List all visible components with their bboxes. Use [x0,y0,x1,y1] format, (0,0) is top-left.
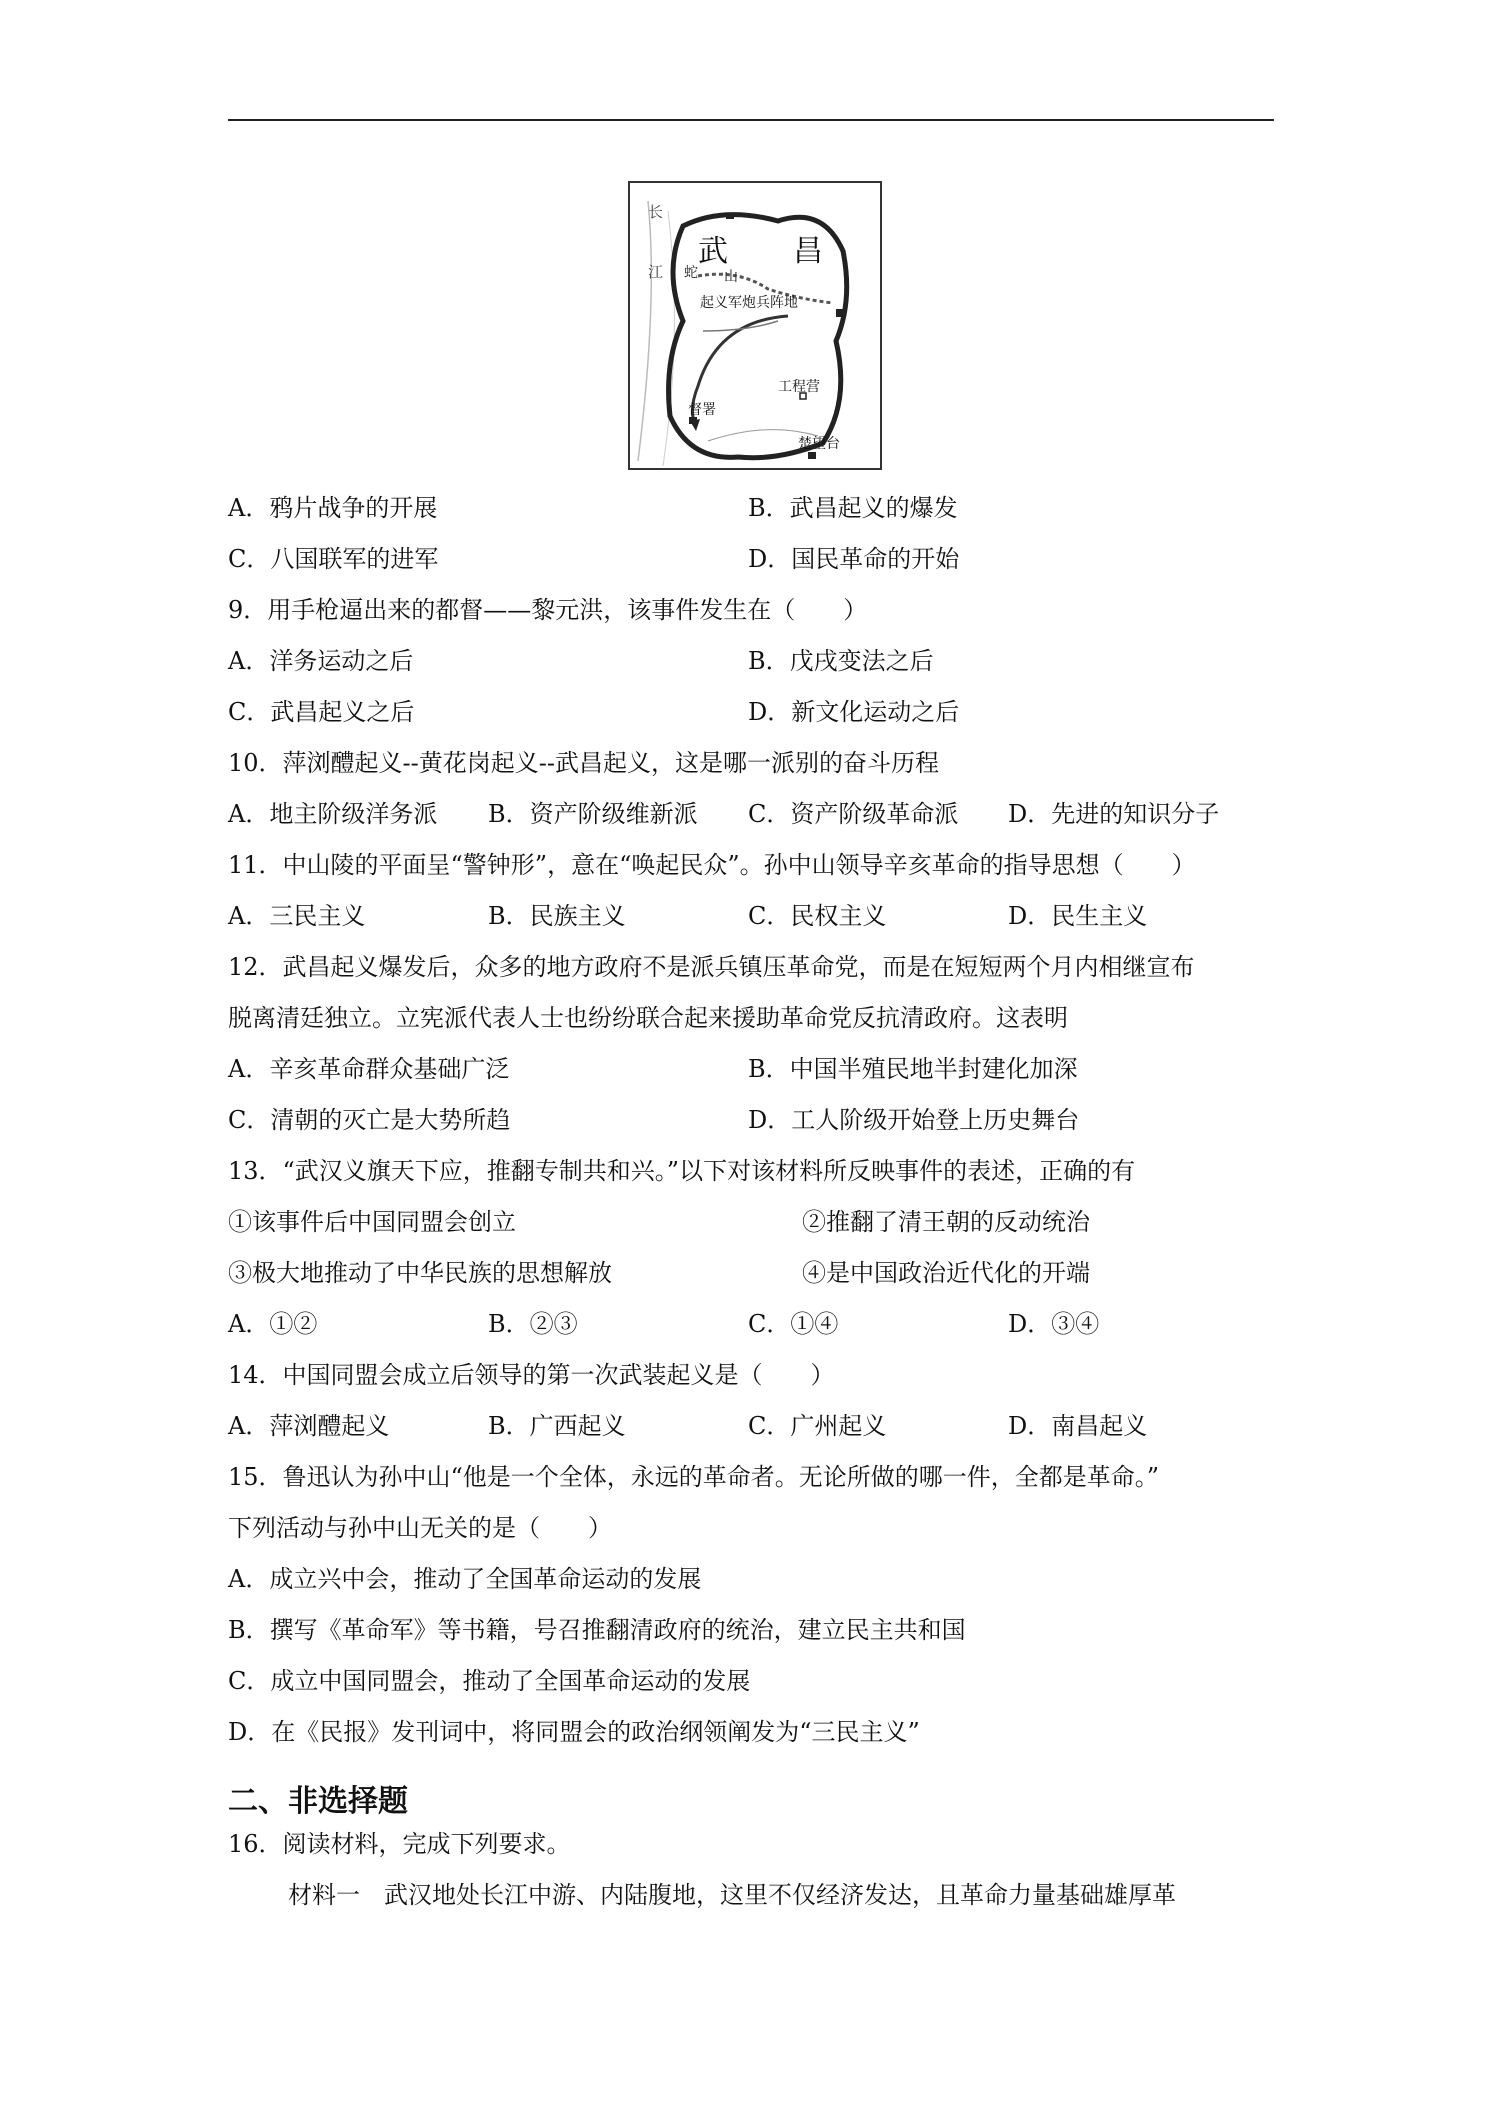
q9-option-a: A．洋务运动之后 [228,647,414,675]
q9-stem: 9．用手枪逼出来的都督——黎元洪，该事件发生在（ ） [228,596,868,624]
q12-option-c: C．清朝的灭亡是大势所趋 [228,1106,511,1134]
q11-stem: 11．中山陵的平面呈“警钟形”，意在“唤起民众”。孙中山领导辛亥革命的指导思想（ ） [228,851,1196,879]
q10-option-a: A．地主阶级洋务派 [228,800,438,828]
q14-stem: 14．中国同盟会成立后领导的第一次武装起义是（ ） [228,1361,835,1389]
q15-option-b: B．撰写《革命军》等书籍，号召推翻清政府的统治，建立民主共和国 [228,1616,966,1644]
q9-option-b: B．戊戌变法之后 [748,647,934,675]
header-rule [228,119,1274,121]
q15-stem-line-1: 15．鲁迅认为孙中山“他是一个全体，永远的革命者。无论所做的哪一件，全都是革命。” [228,1463,1160,1491]
q13-option-c: C．①④ [748,1310,839,1338]
map-city-char: 武 [698,234,728,269]
q9-option-d: D．新文化运动之后 [748,698,960,726]
q9-option-c: C．武昌起义之后 [228,698,415,726]
q8-option-a: A．鸦片战争的开展 [228,494,438,522]
q13-option-b: B．②③ [488,1310,578,1338]
map-mountain-char: 蛇 [684,265,698,281]
q16-material-1: 材料一 武汉地处长江中游、内陆腹地，这里不仅经济发达，且革命力量基础雄厚革 [288,1881,1176,1909]
map-city-char: 昌 [793,234,823,269]
map-marker-icon [836,309,844,317]
q11-option-a: A．三民主义 [228,902,366,930]
q13-option-d: D．③④ [1008,1310,1100,1338]
map-label-artillery: 起义军炮兵阵地 [700,295,798,311]
q10-option-c: C．资产阶级革命派 [748,800,959,828]
q14-option-a: A．萍浏醴起义 [228,1412,390,1440]
q13-stem: 13．“武汉义旗天下应，推翻专制共和兴。”以下对该材料所反映事件的表述，正确的有 [228,1157,1136,1185]
q14-option-b: B．广西起义 [488,1412,626,1440]
q15-stem-line-2: 下列活动与孙中山无关的是（ ） [228,1514,612,1542]
section-title: 二、非选择题 [228,1784,408,1819]
map-marker-icon [808,452,816,459]
map-label-engineer: 工程营 [778,379,820,395]
map-river-char: 江 [648,263,664,281]
map-label-govt: 督署 [688,402,716,418]
q14-option-c: C．广州起义 [748,1412,887,1440]
q16-stem: 16．阅读材料，完成下列要求。 [228,1830,571,1858]
q14-option-d: D．南昌起义 [1008,1412,1148,1440]
q12-option-b: B．中国半殖民地半封建化加深 [748,1055,1078,1083]
q8-option-d: D．国民革命的开始 [748,545,960,573]
q8-option-c: C．八国联军的进军 [228,545,439,573]
q10-option-b: B．资产阶级维新派 [488,800,698,828]
map-mountain-char: 山 [724,269,738,285]
q12-stem-line-1: 12．武昌起义爆发后，众多的地方政府不是派兵镇压革命党，而是在短短两个月内相继宣布 [228,953,1195,981]
q12-stem-line-2: 脱离清廷独立。立宪派代表人士也纷纷联合起来援助革命党反抗清政府。这表明 [228,1004,1068,1032]
map-marker-icon [726,213,734,219]
q11-option-c: C．民权主义 [748,902,887,930]
wuchang-uprising-map [628,181,882,470]
q13-item-2: ②推翻了清王朝的反动统治 [802,1208,1090,1236]
q10-stem: 10．萍浏醴起义--黄花岗起义--武昌起义，这是哪一派别的奋斗历程 [228,749,939,777]
q12-option-a: A．辛亥革命群众基础广泛 [228,1055,510,1083]
q13-item-4: ④是中国政治近代化的开端 [802,1259,1090,1287]
map-river-char: 长 [648,203,664,221]
q11-option-b: B．民族主义 [488,902,626,930]
q13-item-1: ①该事件后中国同盟会创立 [228,1208,516,1236]
q10-option-d: D．先进的知识分子 [1008,800,1220,828]
q15-option-c: C．成立中国同盟会，推动了全国革命运动的发展 [228,1667,751,1695]
q13-item-3: ③极大地推动了中华民族的思想解放 [228,1259,612,1287]
q15-option-d: D．在《民报》发刊词中，将同盟会的政治纲领阐发为“三民主义” [228,1718,920,1746]
q8-option-b: B．武昌起义的爆发 [748,494,958,522]
q15-option-a: A．成立兴中会，推动了全国革命运动的发展 [228,1565,702,1593]
q11-option-d: D．民生主义 [1008,902,1148,930]
map-label-tower: 楚望台 [798,436,840,452]
map-marker-icon [689,417,697,424]
q12-option-d: D．工人阶级开始登上历史舞台 [748,1106,1080,1134]
q13-option-a: A．①② [228,1310,318,1338]
